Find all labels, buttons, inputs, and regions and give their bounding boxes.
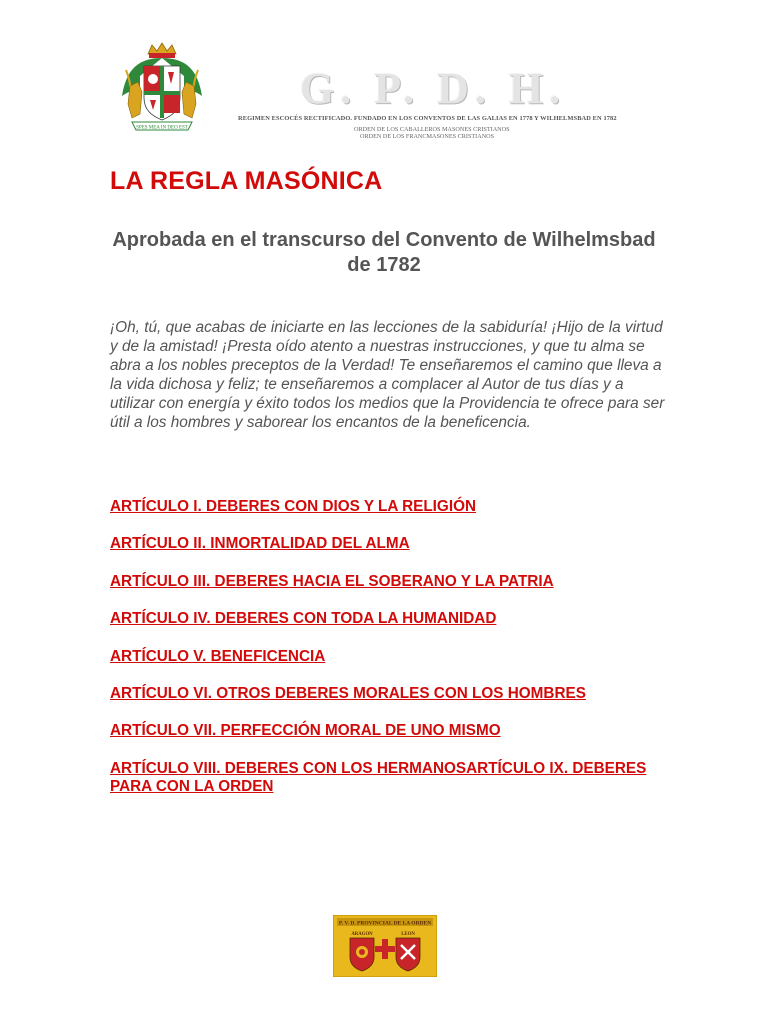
document-title: LA REGLA MASÓNICA — [110, 167, 383, 195]
article-item — [110, 685, 670, 703]
header-order-line-2: ORDEN DE LOS FRANCMASONES CRISTIANOS — [360, 133, 495, 140]
seal-right-text: LEON — [401, 932, 415, 937]
article-link-4[interactable]: ARTÍCULO IV. DEBERES CON TODA LA HUMANIDAD — [110, 610, 497, 628]
coat-of-arms-logo — [116, 40, 208, 134]
document-subtitle: Aprobada en el transcurso del Convento de Wilhelmsbad de 1782 — [112, 229, 656, 276]
article-link-3[interactable]: ARTÍCULO III. DEBERES HACIA EL SOBERANO Y LA PATRIA — [110, 572, 554, 590]
article-item — [110, 535, 670, 553]
article-item — [110, 610, 670, 628]
article-link-5[interactable]: ARTÍCULO V. BENEFICENCIA — [110, 647, 326, 665]
header-title: G. P. D. H. — [300, 64, 567, 113]
article-item — [110, 722, 670, 740]
seal-left-text: ARAGON — [351, 932, 373, 937]
article-item — [110, 573, 670, 591]
article-link-2[interactable]: ARTÍCULO II. INMORTALIDAD DEL ALMA — [110, 535, 410, 553]
article-list — [110, 498, 670, 815]
article-link-8[interactable]: ARTÍCULO VIII. DEBERES CON LOS HERMANOSARTÍCULO IX. DEBERES PARA CON LA ORDEN — [110, 759, 647, 795]
article-item — [110, 760, 670, 796]
article-item — [110, 648, 670, 666]
provincial-seal-logo — [333, 915, 437, 977]
article-item — [110, 498, 670, 516]
intro-paragraph: ¡Oh, tú, que acabas de iniciarte en las lecciones de la sabiduría! ¡Hijo de la virtud y de la amistad! ¡Presta oído atento a nuestras instrucciones, y que tu alma se abra a los nobles preceptos de la Verdad! Te enseñaremos el camino que lleva a la vida dichosa y feliz; te enseñaremos a complacer al Autor de tus días y a utilizar con energía y éxito todos los medios que la Providencia te ofrece para ser útil a los hombres y saborear los encantos de la beneficencia. — [110, 319, 665, 431]
coat-motto: SPES MEA IN DEO EST — [136, 125, 188, 131]
article-link-7[interactable]: ARTÍCULO VII. PERFECCIÓN MORAL DE UNO MISMO — [110, 722, 501, 740]
article-link-6[interactable]: ARTÍCULO VI. OTROS DEBERES MORALES CON LOS HOMBRES — [110, 684, 586, 702]
header-regime-line: REGIMEN ESCOCÉS RECTIFICADO. FUNDADO EN LOS CONVENTOS DE LAS GALIAS EN 1778 Y WILHELMSBAD EN 1782 — [238, 115, 617, 122]
header-order-line-1: ORDEN DE LOS CABALLEROS MASONES CRISTIANOS — [354, 126, 510, 133]
seal-top-text: P. V. D. PROVINCIAL DE LA ORDEN — [338, 920, 432, 927]
article-link-1[interactable]: ARTÍCULO I. DEBERES CON DIOS Y LA RELIGIÓN — [110, 498, 477, 515]
